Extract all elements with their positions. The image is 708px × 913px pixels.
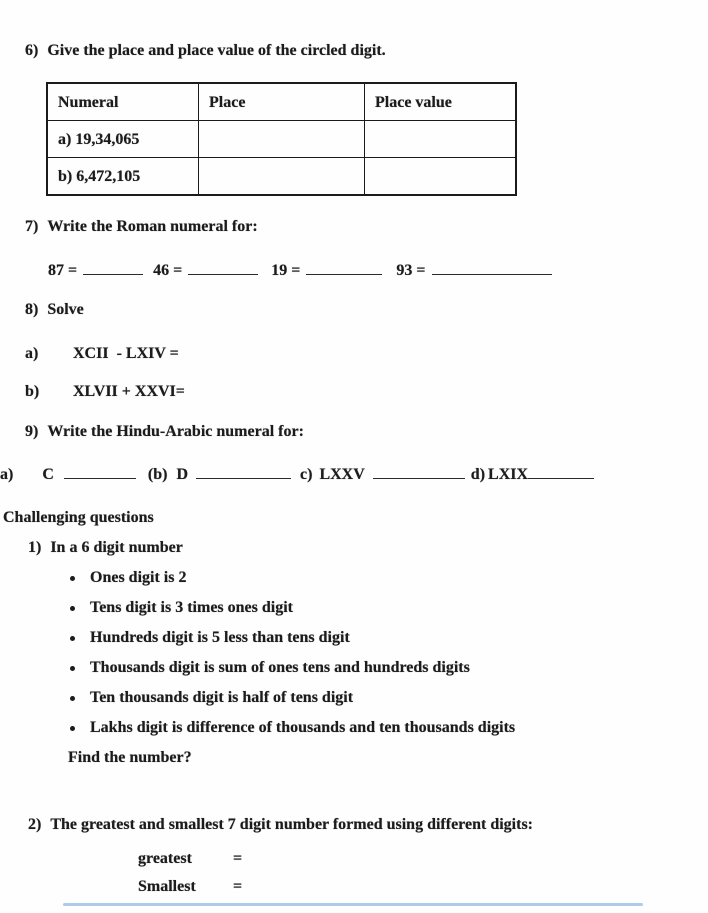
roman-numeral-blanks-row bbox=[0, 259, 708, 281]
solve-part-b bbox=[25, 381, 708, 402]
blank-label: 46 = bbox=[153, 262, 183, 279]
question-number: 6) bbox=[25, 42, 39, 59]
clue-list-item bbox=[70, 567, 708, 588]
bullet-icon bbox=[70, 606, 75, 611]
answer-blank bbox=[83, 259, 143, 275]
clue-list-item bbox=[70, 687, 708, 708]
solve-part-a bbox=[25, 343, 708, 364]
answer-item bbox=[0, 463, 136, 485]
answer-blank bbox=[64, 463, 136, 479]
place-value-cell bbox=[365, 158, 517, 196]
question-number: 1) bbox=[28, 539, 42, 556]
answer-item bbox=[300, 463, 465, 485]
answer-blank bbox=[306, 259, 382, 275]
challenging-questions-heading bbox=[3, 507, 708, 528]
find-the-number-text: Find the number? bbox=[68, 749, 192, 766]
answer-label: Smallest bbox=[138, 878, 196, 895]
challenging-q1-heading bbox=[28, 537, 708, 558]
question-text: Write the Roman numeral for: bbox=[47, 218, 258, 235]
question-text: The greatest and smallest 7 digit number formed using different digits: bbox=[50, 816, 533, 833]
answer-blank bbox=[373, 463, 465, 479]
table-row bbox=[47, 158, 516, 196]
bullet-icon bbox=[70, 696, 75, 701]
roman-expression: XLVII + XXVI= bbox=[73, 383, 185, 400]
clue-list-item bbox=[70, 657, 708, 678]
part-letter: d) bbox=[470, 466, 486, 483]
clue-list-item bbox=[70, 597, 708, 618]
question-number: 8) bbox=[25, 301, 39, 318]
question-9-heading bbox=[25, 421, 708, 442]
clue-text: Lakhs digit is difference of thousands and ten thousands digits bbox=[90, 719, 516, 736]
answer-blank bbox=[188, 259, 258, 275]
part-letter: (b) bbox=[147, 466, 168, 483]
roman-expression: XCII - LXIV = bbox=[73, 345, 179, 362]
equals-sign: = bbox=[233, 878, 243, 895]
numeral-cell: a) 19,34,065 bbox=[47, 121, 199, 158]
roman-numeral: LXIX bbox=[488, 466, 529, 483]
answer-label: greatest bbox=[138, 850, 192, 867]
bullet-icon bbox=[70, 576, 75, 581]
roman-numeral: LXXV bbox=[319, 466, 365, 483]
bullet-icon bbox=[70, 636, 75, 641]
question-number: 9) bbox=[25, 423, 39, 440]
blank-label: 93 = bbox=[396, 262, 426, 279]
blank-item bbox=[271, 259, 382, 281]
clue-text: Thousands digit is sum of ones tens and hundreds digits bbox=[90, 659, 470, 676]
scan-artifact-blue-line bbox=[63, 903, 643, 906]
table-row bbox=[47, 121, 516, 158]
question-number: 7) bbox=[25, 218, 39, 235]
clue-list-item bbox=[70, 717, 708, 738]
roman-numeral: C bbox=[42, 466, 54, 483]
place-value-table bbox=[46, 82, 517, 196]
question-8-heading bbox=[25, 299, 708, 320]
column-header-place: Place bbox=[199, 83, 365, 121]
blank-item bbox=[396, 259, 551, 281]
question-text: Write the Hindu-Arabic numeral for: bbox=[47, 423, 304, 440]
table-header-row bbox=[47, 83, 516, 121]
answer-blank bbox=[432, 259, 552, 275]
blank-item bbox=[153, 259, 258, 281]
part-letter: a) bbox=[0, 466, 14, 483]
question-7-heading bbox=[25, 216, 708, 237]
place-cell bbox=[199, 121, 365, 158]
clue-text: Ten thousands digit is half of tens digit bbox=[90, 689, 354, 706]
clue-text: Ones digit is 2 bbox=[90, 569, 187, 586]
blank-label: 87 = bbox=[48, 262, 78, 279]
question-6-heading bbox=[25, 0, 708, 61]
question-text: In a 6 digit number bbox=[50, 539, 183, 556]
roman-numeral: D bbox=[176, 466, 189, 483]
place-value-cell bbox=[365, 121, 517, 158]
numeral-cell: b) 6,472,105 bbox=[47, 158, 199, 196]
column-header-numeral: Numeral bbox=[47, 83, 199, 121]
clue-text: Tens digit is 3 times ones digit bbox=[90, 599, 293, 616]
section-title: Challenging questions bbox=[3, 509, 154, 526]
hindu-arabic-answers-row bbox=[0, 463, 708, 485]
part-letter: a) bbox=[25, 345, 39, 362]
answer-item bbox=[471, 463, 594, 485]
clue-text: Hundreds digit is 5 less than tens digit bbox=[90, 629, 350, 646]
answer-item bbox=[148, 463, 291, 485]
greatest-answer-row bbox=[138, 848, 708, 869]
question-text: Give the place and place value of the circled digit. bbox=[47, 42, 386, 59]
bullet-icon bbox=[70, 666, 75, 671]
bullet-icon bbox=[70, 726, 75, 731]
part-letter: b) bbox=[25, 383, 40, 400]
challenging-q2-heading bbox=[28, 814, 708, 835]
blank-label: 19 = bbox=[271, 262, 301, 279]
column-header-place-value: Place value bbox=[365, 83, 517, 121]
question-number: 2) bbox=[28, 816, 42, 833]
answer-blank bbox=[528, 463, 594, 479]
place-cell bbox=[199, 158, 365, 196]
part-letter: c) bbox=[300, 466, 313, 483]
answer-blank bbox=[196, 463, 291, 479]
smallest-answer-row bbox=[138, 876, 708, 897]
question-text: Solve bbox=[47, 301, 84, 318]
equals-sign: = bbox=[233, 850, 243, 867]
blank-item bbox=[48, 259, 143, 281]
clue-list-item bbox=[70, 627, 708, 648]
